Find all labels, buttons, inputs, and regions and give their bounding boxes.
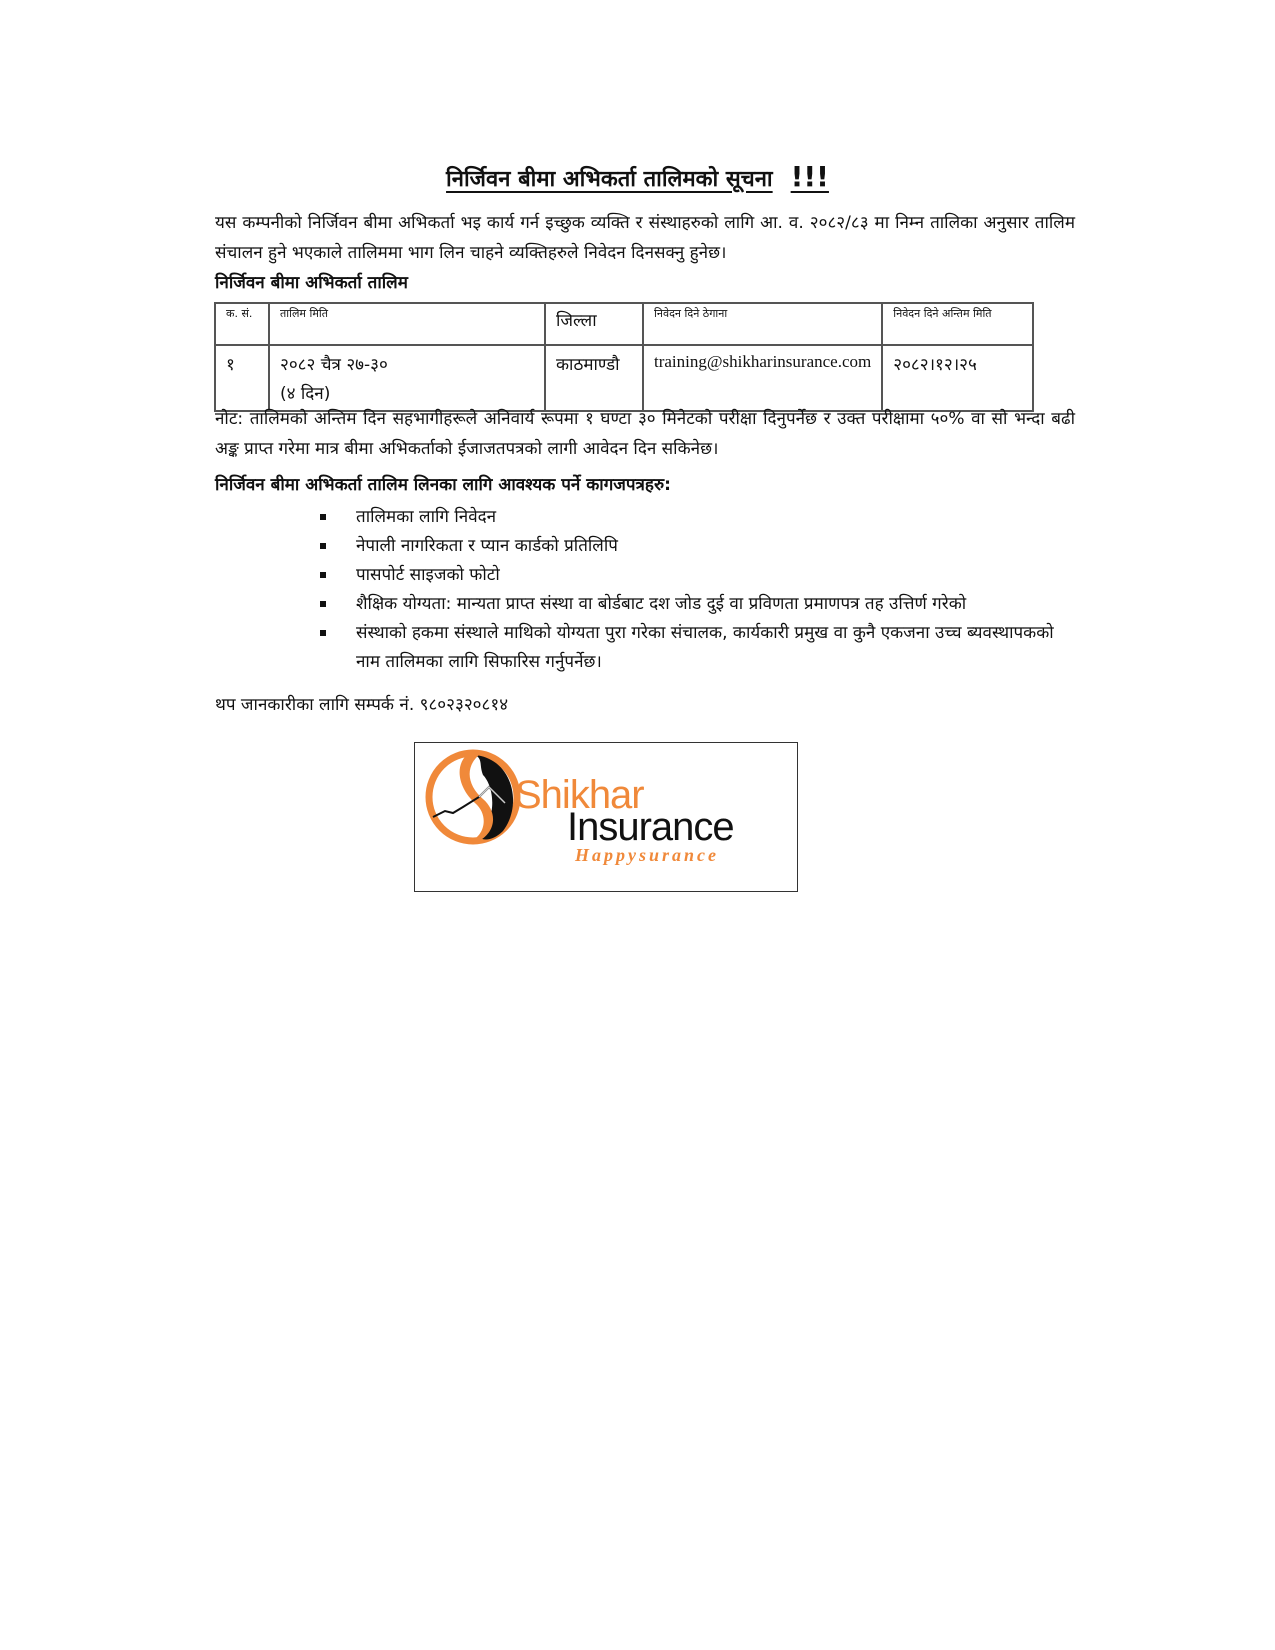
contact-info: थप जानकारीका लागि सम्पर्क नं. ९८०२३२०८१४ xyxy=(215,695,509,715)
intro-paragraph: यस कम्पनीको निर्जिवन बीमा अभिकर्ता भइ कार्य गर्न इच्छुक व्यक्ति र संस्थाहरुको लागि आ. व. २०८२/८३ मा निम्न तालिका अनुसार तालिम संचालन हुने भएकाले तालिममा भाग लिन चाहने व्यक्तिहरुले निवेदन दिनसक्नु हुनेछ। xyxy=(215,213,1075,263)
bullet-icon xyxy=(320,630,326,636)
bullet-icon xyxy=(320,514,326,520)
table-header-row xyxy=(215,303,1033,345)
note-paragraph: नोट: तालिमको अन्तिम दिन सहभागीहरूले अनिवार्य रूपमा १ घण्टा ३० मिनेटको परीक्षा दिनुपर्नेछ र उक्त परीक्षामा ५०% वा सो भन्दा बढी अङ्क प्राप्त गरेमा मात्र बीमा अभिकर्ताको ईजाजतपत्रको लागी आवेदन दिन सकिनेछ। xyxy=(215,409,1075,459)
notice-title-text: निर्जिवन बीमा अभिकर्ता तालिमको सूचना xyxy=(446,167,773,192)
cell-date-range: २०८२ चैत्र २७-३० xyxy=(280,355,388,375)
header-address: निवेदन दिने ठेगाना xyxy=(643,303,882,345)
list-item-text: संस्थाको हकमा संस्थाले माथिको योग्यता पुरा गरेका संचालक, कार्यकारी प्रमुख वा कुनै एकजना उच्च ब्यवस्थापकको नाम तालिमका लागि सिफारिस गर्नुपर्नेछ। xyxy=(356,623,1054,672)
cell-sn: १ xyxy=(215,345,269,411)
list-item xyxy=(320,619,1080,677)
bullet-icon xyxy=(320,601,326,607)
bullet-icon xyxy=(320,543,326,549)
bullet-icon xyxy=(320,572,326,578)
header-sn: क. सं. xyxy=(215,303,269,345)
list-item xyxy=(320,590,1080,619)
header-date: तालिम मिति xyxy=(269,303,545,345)
cell-email-link[interactable]: training@shikharinsurance.com xyxy=(643,345,882,411)
notice-title-exclaim: !!! xyxy=(790,160,829,193)
table-row xyxy=(215,345,1033,411)
list-item-text: नेपाली नागरिकता र प्यान कार्डको प्रतिलिपि xyxy=(356,536,618,556)
header-deadline: निवेदन दिने अन्तिम मिति xyxy=(882,303,1033,345)
notice-title xyxy=(0,160,1275,193)
logo-tagline: Happysurance xyxy=(575,845,719,865)
cell-deadline: २०८२।१२।२५ xyxy=(882,345,1033,411)
list-item-text: तालिमका लागि निवेदन xyxy=(356,507,497,527)
list-item xyxy=(320,503,1080,532)
documents-heading: निर्जिवन बीमा अभिकर्ता तालिम लिनका लागि आवश्यक पर्ने कागजपत्रहरु: xyxy=(215,475,671,495)
section-heading: निर्जिवन बीमा अभिकर्ता तालिम xyxy=(215,273,408,293)
logo-text-shikhar: Shikhar xyxy=(515,773,644,817)
documents-list xyxy=(320,503,1080,677)
cell-date xyxy=(269,345,545,411)
logo-text-insurance: Insurance xyxy=(567,805,734,849)
company-logo xyxy=(414,742,798,892)
cell-district: काठमाण्डौ xyxy=(545,345,643,411)
list-item xyxy=(320,561,1080,590)
training-schedule-table xyxy=(214,302,1034,412)
list-item xyxy=(320,532,1080,561)
list-item-text: पासपोर्ट साइजको फोटो xyxy=(356,565,500,585)
cell-duration: (४ दिन) xyxy=(280,384,331,404)
header-district: जिल्ला xyxy=(545,303,643,345)
list-item-text: शैक्षिक योग्यता: मान्यता प्राप्त संस्था वा बोर्डबाट दश जोड दुई वा प्रविणता प्रमाणपत्र तह उत्तिर्ण गरेको xyxy=(356,594,967,614)
